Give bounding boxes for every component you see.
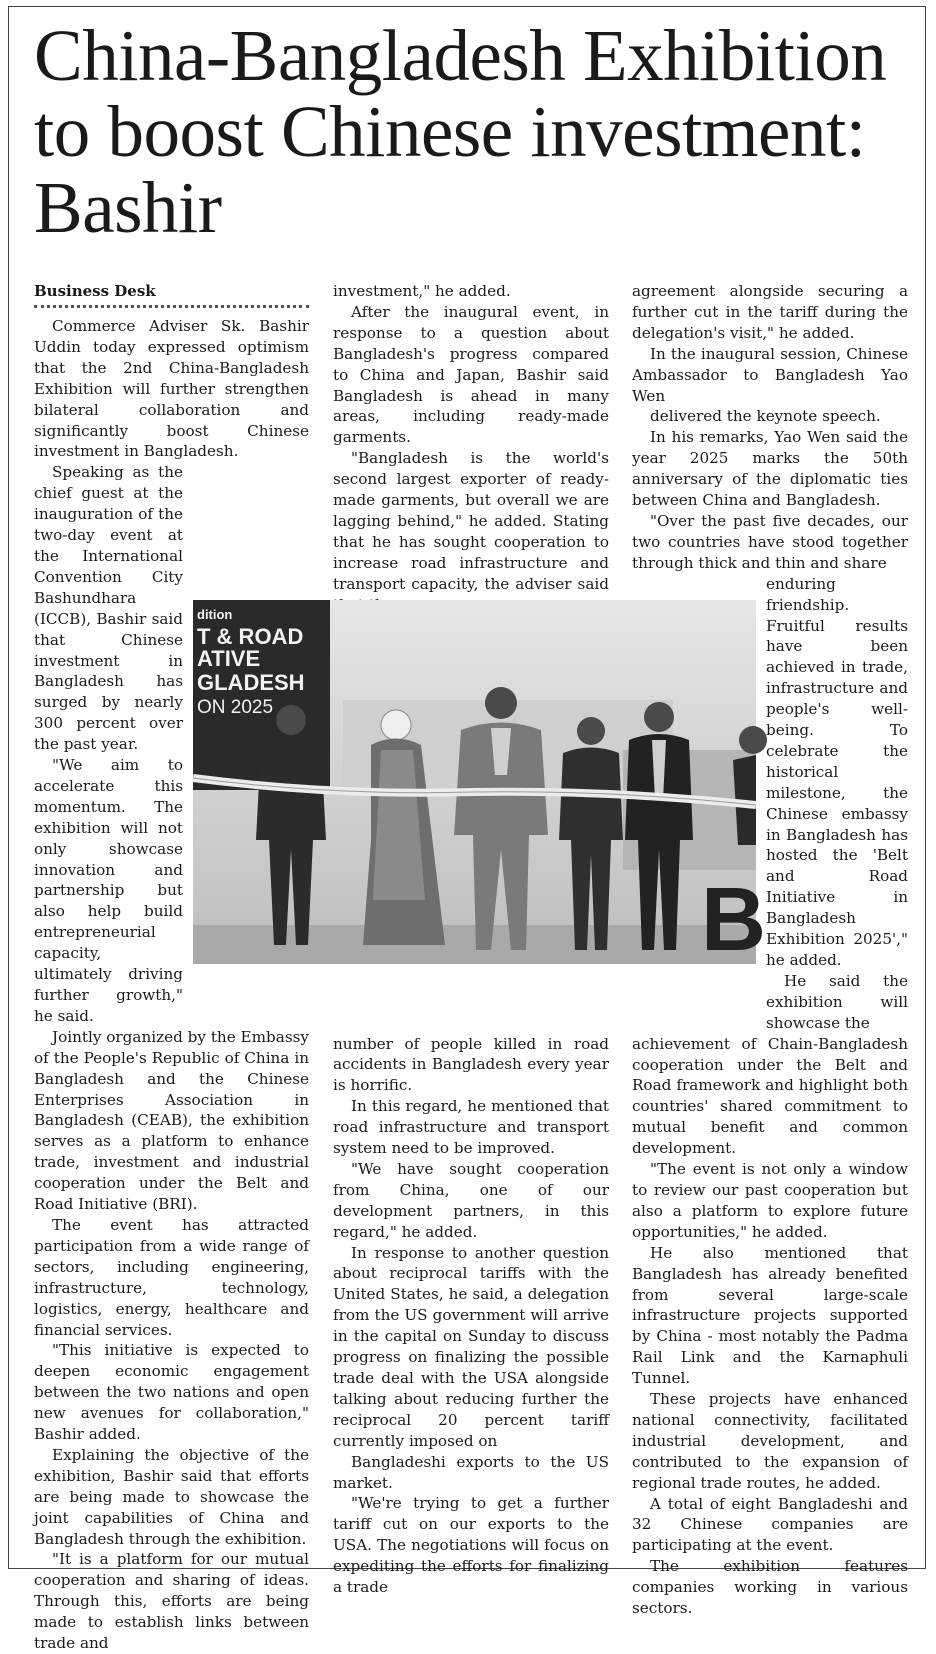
- paragraph: In this regard, he mentioned that road infrastructure and transport system need to be improved.: [333, 1097, 609, 1158]
- side-letter: B: [701, 870, 766, 970]
- paragraph: "We aim to accelerate this momentum. The exhibition will not only showcase innovation and partnership but also help build entrepreneurial capacity, ultimately driving further growth," he said.: [34, 756, 183, 1025]
- paragraph: "The event is not only a window to review our past cooperation but also a platform to explore future opportunities," he added.: [632, 1160, 908, 1241]
- paragraph: These projects have enhanced national connectivity, facilitated industrial development, and contributed to the expansion of regional trade routes, he added.: [632, 1390, 908, 1492]
- column-1: [34, 281, 309, 1654]
- paragraph: Explaining the objective of the exhibition, Bashir said that efforts are being made to showcase the joint capabilities of China and Bangladesh through the exhibition.: [34, 1445, 309, 1548]
- paragraph: delivered the keynote speech.: [650, 407, 881, 426]
- paragraph: "It is a platform for our mutual cooperation and sharing of ideas. Through this, efforts are being made to establish links between trade and: [34, 1550, 309, 1653]
- banner-line: ATIVE: [197, 646, 261, 671]
- headline: China-Bangladesh Exhibition to boost Chinese investment: Bashir: [34, 15, 887, 248]
- paragraph: enduring friendship. Fruitful results have been achieved in trade, infrastructure and people's well-being. To celebrate the historical milestone, the Chinese embassy in Bangladesh has hosted the 'Belt and Road Initiative in Bangladesh Exhibition 2025'," he added.: [766, 574, 908, 969]
- paragraph: The exhibition features companies working in various sectors.: [632, 1557, 908, 1618]
- paragraph: "Bangladesh is the world's second largest exporter of ready-made garments, but overall we are lagging behind," he added. Stating that he has sought cooperation to increase road infrastructure and transport capacity, the adviser said: [333, 449, 609, 593]
- banner-line: T & ROAD: [197, 624, 304, 649]
- paragraph: number of people killed in road accidents in Bangladesh every year is horrific.: [333, 1034, 609, 1095]
- paragraph: achievement of Chain-Bangladesh cooperation under the Belt and Road framework and highlight both countries' shared commitment to mutual benefit and common development.: [632, 1034, 908, 1158]
- paragraph: After the inaugural event, in response to a question about Bangladesh's progress compared to China and Japan, Bashir said Bangladesh is ahead in many areas, including ready-made garments.: [333, 302, 609, 447]
- paragraph: Jointly organized by the Embassy of the People's Republic of China in Bangladesh and the Chinese Enterprises Association in Bangladesh (CEAB), the exhibition serves as a platform to enhance trade, investment and industrial cooperation under the Belt and Road Initiative (BRI).: [34, 1027, 309, 1214]
- paragraph: A total of eight Bangladeshi and 32 Chinese companies are participating at the event.: [632, 1494, 908, 1555]
- ribbon-cutting-photo: [193, 600, 766, 970]
- paragraph: "Over the past five decades, our two countries have stood together through thick and thin and share: [632, 511, 908, 572]
- paragraph: "We're trying to get a further tariff cut on our exports to the USA. The negotiations will focus on expediting the efforts for finalizing a trade: [333, 1494, 609, 1597]
- byline-divider: [34, 305, 309, 308]
- paragraph: In the inaugural session, Chinese Ambassador to Bangladesh Yao Wen: [632, 344, 908, 405]
- paragraph: In response to another question about reciprocal tariffs with the United States, he said, a delegation from the US government will arrive in the capital on Sunday to discuss progress on finalizing the possible trade deal with the USA alongside talking about reducing further the reciprocal 20 percent tariff currently imposed on: [333, 1243, 609, 1450]
- paragraph: He said the exhibition will showcase the: [766, 971, 908, 1032]
- paragraph: In his remarks, Yao Wen said the year 2025 marks the 50th anniversary of the diplomatic ties between China and Bangladesh.: [632, 428, 908, 510]
- byline: Business Desk: [34, 282, 156, 300]
- paragraph: "We have sought cooperation from China, one of our development partners, in this regard," he added.: [333, 1159, 609, 1241]
- paragraph: Speaking as the chief guest at the inauguration of the two-day event at the International Convention City Bashundhara (ICCB), Bashir said that Chinese investment in Bangladesh has surged by nearly 300 percent over the past year.: [34, 463, 183, 754]
- paragraph: Commerce Adviser Sk. Bashir Uddin today expressed optimism that the 2nd China-Bangladesh Exhibition will further strengthen bilateral collaboration and significantly boost Chinese investment in Bangladesh.: [34, 317, 309, 461]
- paragraph: agreement alongside securing a further cut in the tariff during the delegation's visit," he added.: [632, 282, 908, 342]
- paragraph: The event has attracted participation from a wide range of sectors, including engineering, infrastructure, technology, logistics, energy, healthcare and financial services.: [34, 1215, 309, 1339]
- paragraph: investment," he added.: [333, 282, 511, 300]
- banner-line: ON 2025: [197, 697, 274, 718]
- paragraph: He also mentioned that Bangladesh has already benefited from several large-scale infrastructure projects supported by China - most notably the Padma Rail Link and the Karnaphuli Tunnel.: [632, 1243, 908, 1388]
- banner-line: dition: [197, 607, 233, 622]
- paragraph: "This initiative is expected to deepen economic engagement between the two nations and open new avenues for collaboration," Bashir added.: [34, 1341, 309, 1444]
- paragraph: Bangladeshi exports to the US market.: [333, 1452, 609, 1492]
- banner-line: GLADESH: [197, 670, 305, 695]
